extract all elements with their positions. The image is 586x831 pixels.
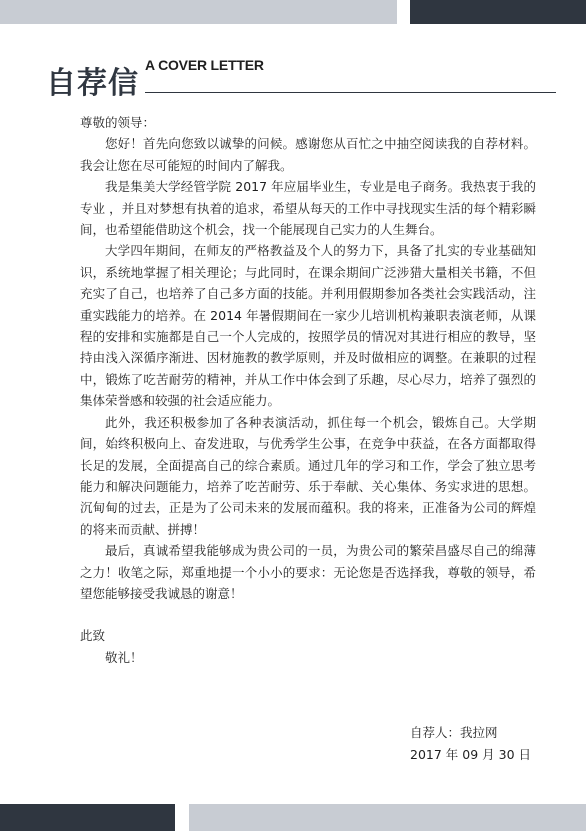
paragraph-university: 大学四年期间，在师友的严格教益及个人的努力下，具备了扎实的专业基础知识，系统地掌握了相关理论；与此同时，在课余期间广泛涉猎大量相关书籍，不但充实了自己，也培养了自己多方面的技能。并利用假期参加各类社会实践活动，注重实践能力的培养。在 2014 年暑假期间在一家少儿培训机构兼职表演老师，从课程的安排和实施都是自己一个人完成的，按照学员的情况对其进行相应的教导，坚持由浅入深循序渐进、因材施教的教学原则，并及时做相应的调整。在兼职的过程中，锻炼了吃苦耐劳的精神，并从工作中体会到了乐趣，尽心尽力，培养了强烈的集体荣誉感和较强的社会适应能力。 [80,243,536,409]
signature-block [410,722,531,766]
page-title: 自荐信 [46,66,139,101]
bottom-dark-bar [0,804,175,831]
spacer [80,604,536,625]
paragraph-greeting: 您好！首先向您致以诚挚的问候。感谢您从百忙之中抽空阅读我的自荐材料。我会让您在尽可能短的时间内了解我。 [80,136,536,173]
header-divider [145,92,556,93]
bottom-light-bar [189,804,586,831]
top-dark-bar [410,0,586,24]
closing-line-2: 敬礼！ [105,649,143,665]
paragraph-activities: 此外，我还积极参加了各种表演活动，抓住每一个机会，锻炼自己。大学期间，始终积极向上、奋发进取，与优秀学生公事，在竞争中获益，在各方面都取得长足的发展，全面提高自己的综合素质。通过几年的学习和工作，学会了独立思考能力和解决问题能力，培养了吃苦耐劳、乐于奉献、关心集体、务实求进的思想。沉甸甸的过去，正是为了公司未来的发展而蕴积。我的将来，正准备为公司的辉煌的将来而贡献、拼搏！ [80,414,536,537]
paragraph-introduction: 我是集美大学经管学院 2017 年应届毕业生，专业是电子商务。我热衷于我的专业 ，并且对梦想有执着的追求，希望从每天的工作中寻找现实生活的每个精彩瞬间，也希望能借助这个机会，找一个能展现自己实力的人生舞台。 [80,179,536,238]
signer: 自荐人：我拉网 [410,725,498,740]
salutation: 尊敬的领导： [80,115,156,130]
letter-body [80,112,536,668]
letter-date: 2017 年 09 月 30 日 [410,747,531,762]
closing-line-1: 此致 [80,628,106,644]
page-subtitle: A COVER LETTER [145,57,264,73]
paragraph-conclusion: 最后，真诚希望我能够成为贵公司的一员，为贵公司的繁荣昌盛尽自己的绵薄之力！收笔之际，郑重地提一个小小的要求：无论您是否选择我，尊敬的领导，希望您能够接受我诚恳的谢意！ [80,543,536,601]
top-light-bar [0,0,397,24]
